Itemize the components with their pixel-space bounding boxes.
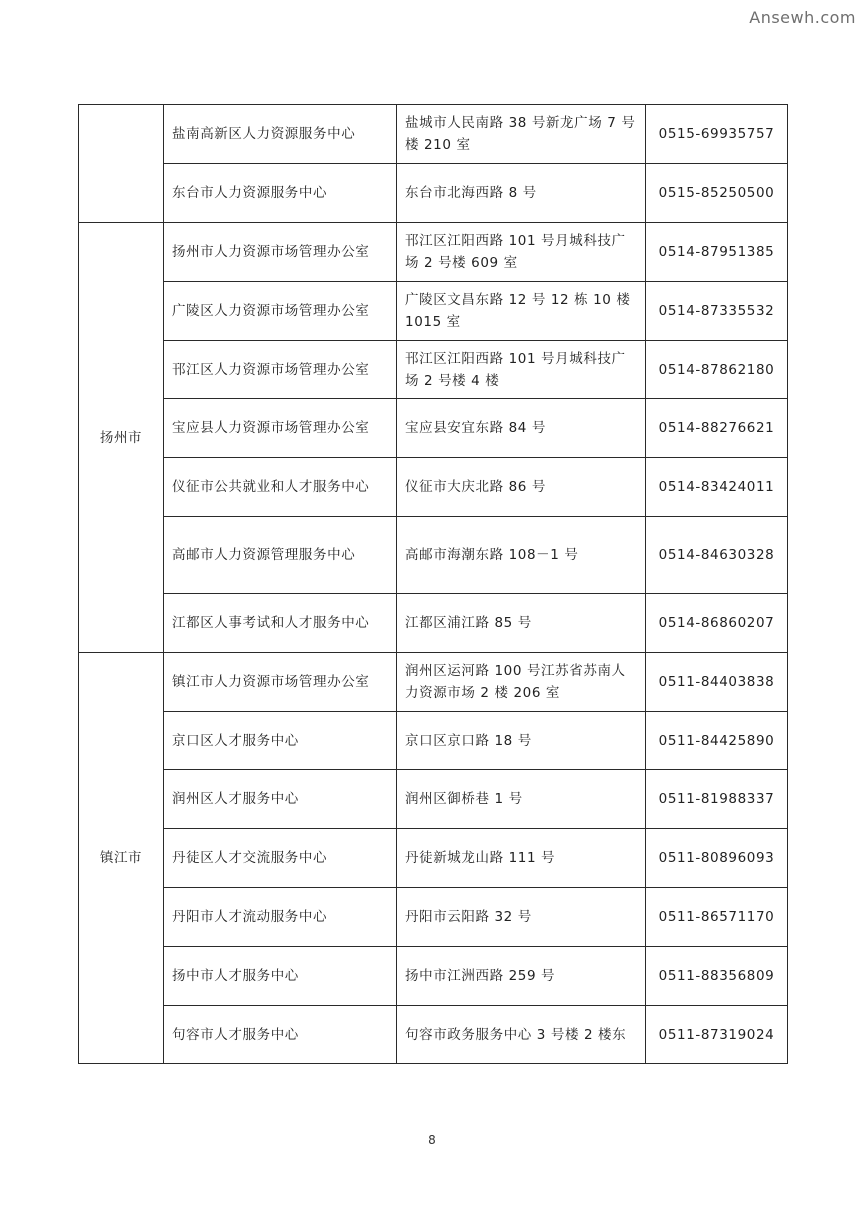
- org-name: 高邮市人力资源管理服务中心: [164, 517, 397, 594]
- table-row: [79, 947, 788, 1006]
- org-address: 盐城市人民南路 38 号新龙广场 7 号楼 210 室: [397, 105, 646, 164]
- table-row: [79, 770, 788, 829]
- table-row: [79, 282, 788, 341]
- org-address: 广陵区文昌东路 12 号 12 栋 10 楼 1015 室: [397, 282, 646, 341]
- org-address: 扬中市江洲西路 259 号: [397, 947, 646, 1006]
- org-name: 润州区人才服务中心: [164, 770, 397, 829]
- watermark: Ansewh.com: [749, 8, 856, 27]
- org-phone: 0511-80896093: [646, 829, 788, 888]
- table-row: [79, 458, 788, 517]
- table-row: [79, 223, 788, 282]
- org-phone: 0511-84425890: [646, 712, 788, 770]
- org-phone: 0514-83424011: [646, 458, 788, 517]
- org-address: 丹阳市云阳路 32 号: [397, 888, 646, 947]
- org-phone: 0515-85250500: [646, 164, 788, 223]
- contacts-table: [78, 104, 788, 1064]
- org-name: 丹阳市人才流动服务中心: [164, 888, 397, 947]
- table-row: [79, 1006, 788, 1064]
- org-name: 京口区人才服务中心: [164, 712, 397, 770]
- city-cell: [79, 105, 164, 223]
- org-name: 邗江区人力资源市场管理办公室: [164, 341, 397, 399]
- org-phone: 0515-69935757: [646, 105, 788, 164]
- org-name: 宝应县人力资源市场管理办公室: [164, 399, 397, 458]
- city-cell: 扬州市: [79, 223, 164, 653]
- org-phone: 0514-86860207: [646, 594, 788, 653]
- table-row: [79, 105, 788, 164]
- table-row: [79, 712, 788, 770]
- org-phone: 0514-88276621: [646, 399, 788, 458]
- org-phone: 0514-84630328: [646, 517, 788, 594]
- table-row: [79, 399, 788, 458]
- org-name: 东台市人力资源服务中心: [164, 164, 397, 223]
- org-phone: 0514-87335532: [646, 282, 788, 341]
- org-address: 宝应县安宜东路 84 号: [397, 399, 646, 458]
- table-row: [79, 517, 788, 594]
- org-address: 润州区御桥巷 1 号: [397, 770, 646, 829]
- org-address: 江都区浦江路 85 号: [397, 594, 646, 653]
- org-address: 高邮市海潮东路 108－1 号: [397, 517, 646, 594]
- org-address: 仪征市大庆北路 86 号: [397, 458, 646, 517]
- org-name: 句容市人才服务中心: [164, 1006, 397, 1064]
- org-address: 句容市政务服务中心 3 号楼 2 楼东: [397, 1006, 646, 1064]
- org-address: 东台市北海西路 8 号: [397, 164, 646, 223]
- org-name: 盐南高新区人力资源服务中心: [164, 105, 397, 164]
- org-address: 邗江区江阳西路 101 号月城科技广场 2 号楼 4 楼: [397, 341, 646, 399]
- city-cell: 镇江市: [79, 653, 164, 1064]
- table-row: [79, 888, 788, 947]
- org-name: 镇江市人力资源市场管理办公室: [164, 653, 397, 712]
- org-address: 京口区京口路 18 号: [397, 712, 646, 770]
- org-phone: 0511-88356809: [646, 947, 788, 1006]
- page-number: 8: [428, 1133, 436, 1147]
- org-name: 扬州市人力资源市场管理办公室: [164, 223, 397, 282]
- org-phone: 0511-81988337: [646, 770, 788, 829]
- org-phone: 0511-84403838: [646, 653, 788, 712]
- org-name: 仪征市公共就业和人才服务中心: [164, 458, 397, 517]
- org-phone: 0511-86571170: [646, 888, 788, 947]
- org-name: 丹徒区人才交流服务中心: [164, 829, 397, 888]
- org-phone: 0514-87951385: [646, 223, 788, 282]
- org-address: 丹徒新城龙山路 111 号: [397, 829, 646, 888]
- org-name: 广陵区人力资源市场管理办公室: [164, 282, 397, 341]
- table-row: [79, 829, 788, 888]
- org-name: 江都区人事考试和人才服务中心: [164, 594, 397, 653]
- org-address: 润州区运河路 100 号江苏省苏南人力资源市场 2 楼 206 室: [397, 653, 646, 712]
- table-row: [79, 653, 788, 712]
- table-row: [79, 341, 788, 399]
- table-row: [79, 164, 788, 223]
- org-address: 邗江区江阳西路 101 号月城科技广场 2 号楼 609 室: [397, 223, 646, 282]
- org-name: 扬中市人才服务中心: [164, 947, 397, 1006]
- org-phone: 0514-87862180: [646, 341, 788, 399]
- table-row: [79, 594, 788, 653]
- org-phone: 0511-87319024: [646, 1006, 788, 1064]
